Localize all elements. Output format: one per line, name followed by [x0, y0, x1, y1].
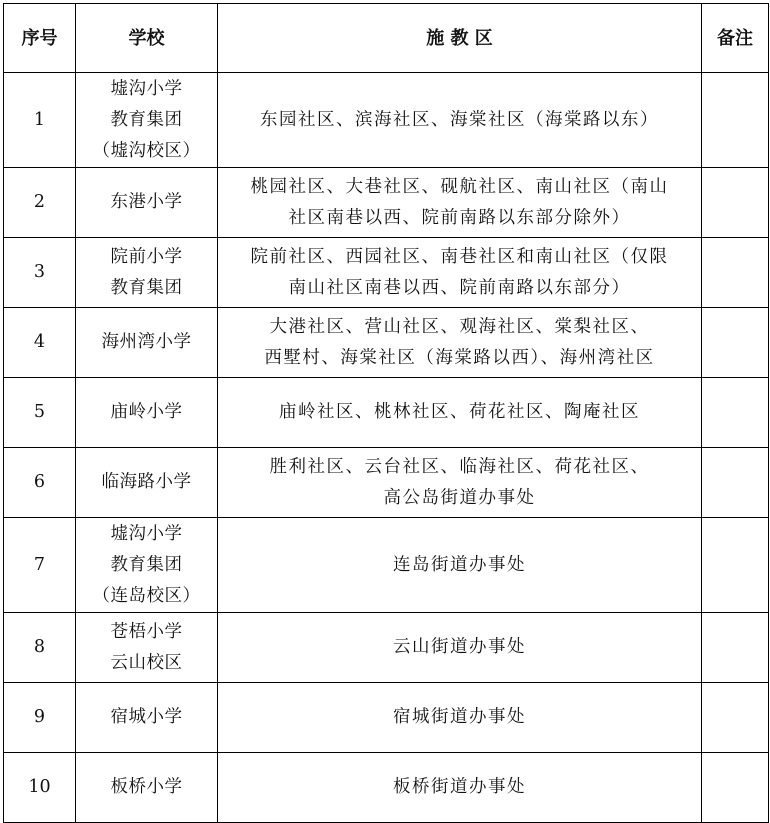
row-note — [702, 448, 769, 518]
row-zone: 宿城街道办事处 — [393, 707, 526, 727]
row-num: 4 — [4, 308, 76, 378]
table-row — [4, 613, 769, 683]
row-school: 海州湾小学 — [101, 332, 192, 352]
row-school: 庙岭小学 — [110, 402, 183, 422]
row-zone: 庙岭社区、桃林社区、荷花社区、陶庵社区 — [279, 402, 640, 422]
school-district-table — [3, 3, 769, 823]
table-row — [4, 518, 769, 613]
row-note — [702, 753, 769, 823]
row-school: 墟沟小学 教育集团 （连岛校区） — [92, 523, 201, 606]
row-num: 10 — [4, 753, 76, 823]
row-zone: 东园社区、滨海社区、海棠社区（海棠路以东） — [260, 109, 659, 130]
row-num: 8 — [4, 613, 76, 683]
row-note — [702, 308, 769, 378]
row-num: 2 — [4, 168, 76, 238]
row-num: 1 — [4, 73, 76, 168]
table-row — [4, 238, 769, 308]
header-note: 备注 — [702, 4, 769, 73]
table-row — [4, 683, 769, 753]
row-zone: 大港社区、营山社区、观海社区、棠梨社区、 西墅村、海棠社区（海棠路以西）、海州湾社区 — [264, 316, 655, 368]
row-note — [702, 168, 769, 238]
table-row — [4, 308, 769, 378]
table-header-row — [4, 4, 769, 73]
row-school: 墟沟小学 教育集团 （墟沟校区） — [92, 78, 201, 161]
table-row — [4, 168, 769, 238]
header-zone: 施 教 区 — [218, 4, 702, 73]
row-zone: 连岛街道办事处 — [393, 554, 526, 575]
row-num: 3 — [4, 238, 76, 308]
table-row — [4, 378, 769, 448]
row-note — [702, 683, 769, 753]
header-num: 序号 — [4, 4, 76, 73]
row-num: 9 — [4, 683, 76, 753]
row-num: 6 — [4, 448, 76, 518]
row-school: 东港小学 — [110, 192, 183, 212]
row-zone: 板桥街道办事处 — [393, 777, 526, 797]
row-zone: 云山街道办事处 — [393, 637, 526, 657]
row-note — [702, 378, 769, 448]
header-school: 学校 — [76, 4, 218, 73]
row-school: 苍梧小学 云山校区 — [110, 621, 183, 673]
row-school: 院前小学 教育集团 — [110, 246, 183, 298]
row-school: 临海路小学 — [101, 472, 192, 492]
row-zone: 胜利社区、云台社区、临海社区、荷花社区、 高公岛街道办事处 — [269, 456, 650, 508]
table-row — [4, 73, 769, 168]
row-note — [702, 238, 769, 308]
row-note — [702, 613, 769, 683]
row-note — [702, 73, 769, 168]
table-row — [4, 448, 769, 518]
row-zone: 院前社区、西园社区、南巷社区和南山社区（仅限 南山社区南巷以西、院前南路以东部分） — [250, 246, 669, 298]
row-num: 5 — [4, 378, 76, 448]
row-zone: 桃园社区、大巷社区、砚航社区、南山社区（南山 社区南巷以西、院前南路以东部分除外） — [250, 176, 669, 228]
row-num: 7 — [4, 518, 76, 613]
row-school: 宿城小学 — [110, 707, 183, 727]
row-school: 板桥小学 — [110, 777, 183, 797]
row-note — [702, 518, 769, 613]
table-row — [4, 753, 769, 823]
